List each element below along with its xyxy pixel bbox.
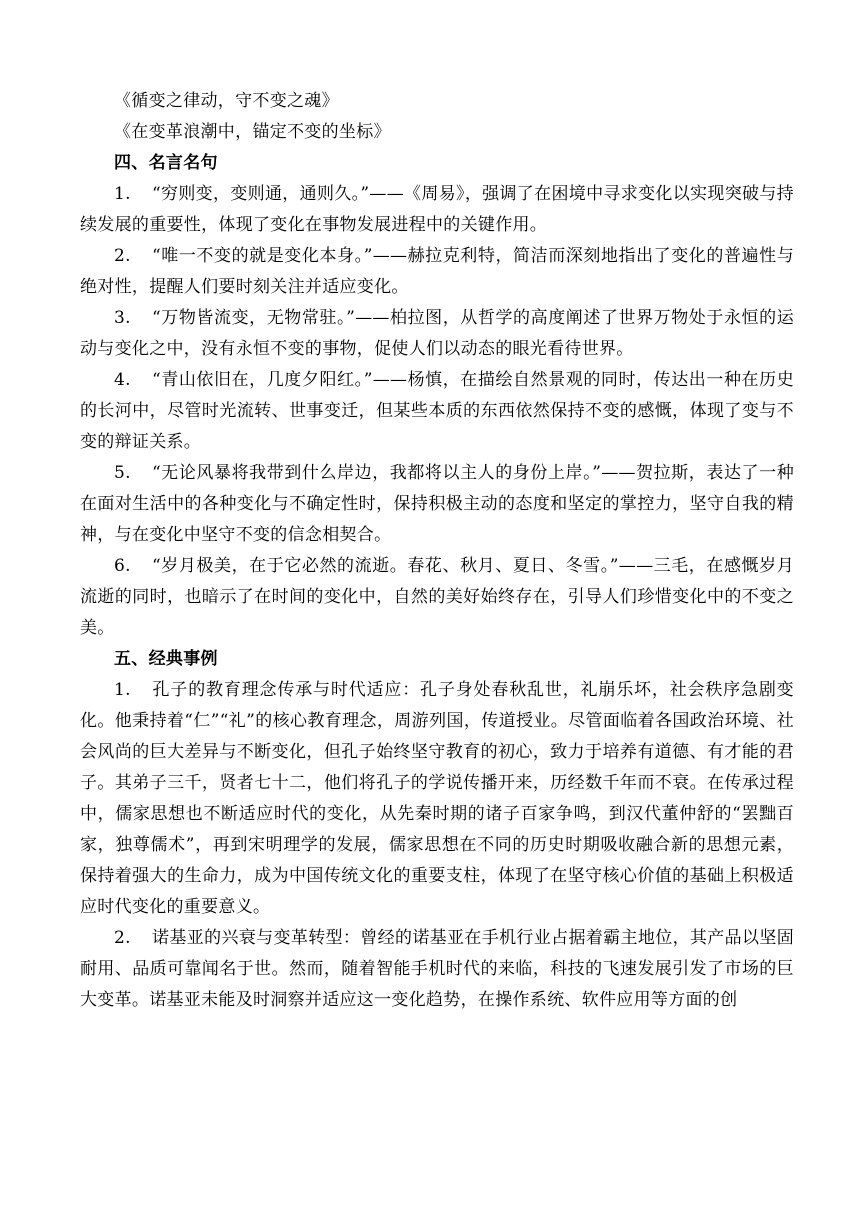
quote-item-2 — [80, 241, 794, 303]
item-text: “万物皆流变，无物常驻。”——柏拉图，从哲学的高度阐述了世界万物处于永恒的运动与变化之中，没有永恒不变的事物，促使人们以动态的眼光看待世界。 — [80, 308, 794, 359]
essay-title-2: 《在变革浪潮中，锚定不变的坐标》 — [114, 122, 391, 142]
item-number: 2. — [114, 928, 131, 948]
case-item-2 — [80, 923, 794, 1016]
item-number: 4. — [114, 370, 131, 390]
item-text: “青山依旧在，几度夕阳红。”——杨慎，在描绘自然景观的同时，传达出一种在历史的长河中，尽管时光流转、世事变迁，但某些本质的东西依然保持不变的感慨，体现了变与不变的辩证关系。 — [80, 370, 794, 452]
essay-title-1: 《循变之律动，守不变之魂》 — [114, 91, 339, 111]
case-item-1 — [80, 675, 794, 923]
section-heading-quotes: 四、名言名句 — [114, 153, 218, 173]
item-text: “穷则变，变则通，通则久。”——《周易》，强调了在困境中寻求变化以实现突破与持续发展的重要性，体现了变化在事物发展进程中的关键作用。 — [80, 184, 794, 235]
item-number: 2. — [114, 246, 131, 266]
item-text: “唯一不变的就是变化本身。”——赫拉克利特，简洁而深刻地指出了变化的普遍性与绝对性，提醒人们要时刻关注并适应变化。 — [80, 246, 794, 297]
item-number: 1. — [114, 680, 131, 700]
item-number: 3. — [114, 308, 131, 328]
section-heading-cases: 五、经典事例 — [114, 649, 218, 669]
quote-item-1 — [80, 179, 794, 241]
item-text: “岁月极美，在于它必然的流逝。春花、秋月、夏日、冬雪。”——三毛，在感慨岁月流逝的同时，也暗示了在时间的变化中，自然的美好始终存在，引导人们珍惜变化中的不变之美。 — [80, 556, 794, 638]
quote-item-5 — [80, 458, 794, 551]
item-number: 5. — [114, 463, 131, 483]
item-text: 孔子的教育理念传承与时代适应：孔子身处春秋乱世，礼崩乐坏，社会秩序急剧变化。他秉持着“仁”“礼”的核心教育理念，周游列国，传道授业。尽管面临着各国政治环境、社会风尚的巨大差异与不断变化，但孔子始终坚守教育的初心，致力于培养有道德、有才能的君子。其弟子三千，贤者七十二，他们将孔子的学说传播开来，历经数千年而不衰。在传承过程中，儒家思想也不断适应时代的变化，从先秦时期的诸子百家争鸣，到汉代董仲舒的“罢黜百家，独尊儒术”，再到宋明理学的发展，儒家思想在不同的历史时期吸收融合新的思想元素，保持着强大的生命力，成为中国传统文化的重要支柱，体现了在坚守核心价值的基础上积极适应时代变化的重要意义。 — [80, 680, 794, 917]
quote-item-6 — [80, 551, 794, 644]
quote-item-4 — [80, 365, 794, 458]
item-text: “无论风暴将我带到什么岸边，我都将以主人的身份上岸。”——贺拉斯，表达了一种在面对生活中的各种变化与不确定性时，保持积极主动的态度和坚定的掌控力，坚守自我的精神，与在变化中坚守不变的信念相契合。 — [80, 463, 794, 545]
document-body — [80, 86, 794, 1016]
item-number: 1. — [114, 184, 131, 204]
item-text: 诺基亚的兴衰与变革转型：曾经的诺基亚在手机行业占据着霸主地位，其产品以坚固耐用、品质可靠闻名于世。然而，随着智能手机时代的来临，科技的飞速发展引发了市场的巨大变革。诺基亚未能及时洞察并适应这一变化趋势，在操作系统、软件应用等方面的创 — [80, 928, 794, 1010]
quote-item-3 — [80, 303, 794, 365]
item-number: 6. — [114, 556, 131, 576]
